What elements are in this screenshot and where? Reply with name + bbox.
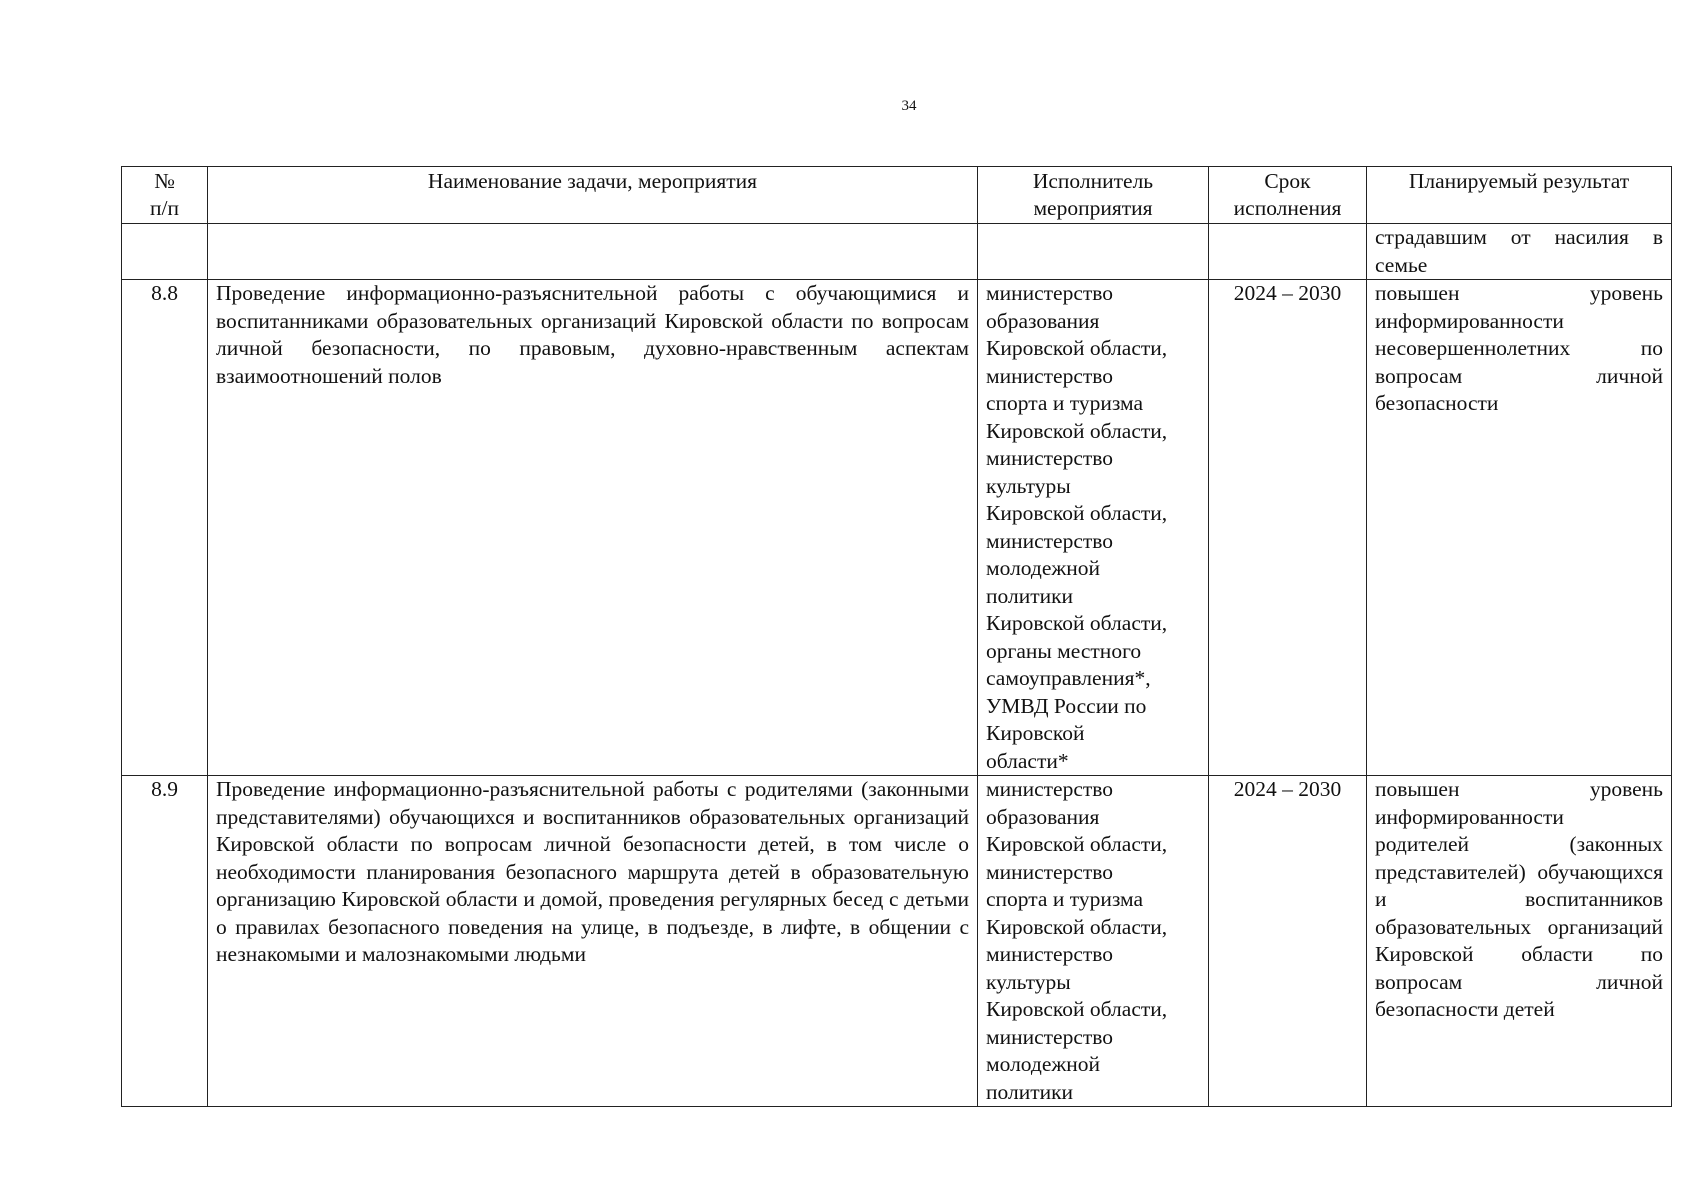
- cell-name: [208, 224, 978, 280]
- cell-result: повышен уровень информированности несовершеннолетних по вопросам личной безопасности: [1367, 280, 1672, 776]
- table-header-row: [122, 167, 1672, 224]
- table-row-continuation: [122, 224, 1672, 280]
- table-row-8-8: [122, 280, 1672, 776]
- cell-name: Проведение информационно-разъяснительной работы с родителями (законными представителями) обучающихся и воспитанников образовательных организаций Кировской области по вопросам личной безопасности детей, в том числе о необходимости планирования безопасного маршрута детей в образовательную организацию Кировской области и домой, проведения регулярных бесед с детьми о правилах безопасного поведения на улице, в подъезде, в лифте, в общении с незнакомыми и малознакомыми людьми: [208, 776, 978, 1107]
- cell-result: повышен уровень информированности родителей (законных представителей) обучающихся и воспитанников образовательных организаций Кировской области по вопросам личной безопасности детей: [1367, 776, 1672, 1107]
- cell-term: 2024 – 2030: [1209, 776, 1367, 1107]
- table-row-8-9: [122, 776, 1672, 1107]
- header-executor: Исполнитель мероприятия: [978, 167, 1209, 224]
- cell-result: страдавшим от насилия в семье: [1367, 224, 1672, 280]
- cell-term: 2024 – 2030: [1209, 280, 1367, 776]
- header-term: Срок исполнения: [1209, 167, 1367, 224]
- cell-number: 8.9: [122, 776, 208, 1107]
- header-name: Наименование задачи, мероприятия: [208, 167, 978, 224]
- header-number: № п/п: [122, 167, 208, 224]
- cell-term: [1209, 224, 1367, 280]
- cell-number: 8.8: [122, 280, 208, 776]
- cell-executor: министерство образования Кировской области, министерство спорта и туризма Кировской области, министерство культуры Кировской области, министерство молодежной политики Кировской области, органы местного самоуправления*, УМВД России по Кировской области*: [978, 280, 1209, 776]
- page-number: 34: [901, 98, 917, 114]
- cell-executor: министерство образования Кировской области, министерство спорта и туризма Кировской области, министерство культуры Кировской области, министерство молодежной политики: [978, 776, 1209, 1107]
- cell-number: [122, 224, 208, 280]
- header-result: Планируемый результат: [1367, 167, 1672, 224]
- cell-executor: [978, 224, 1209, 280]
- measures-table: [121, 166, 1672, 1107]
- cell-name: Проведение информационно-разъяснительной работы с обучающимися и воспитанниками образовательных организаций Кировской области по вопросам личной безопасности, по правовым, духовно-нравственным аспектам взаимоотношений полов: [208, 280, 978, 776]
